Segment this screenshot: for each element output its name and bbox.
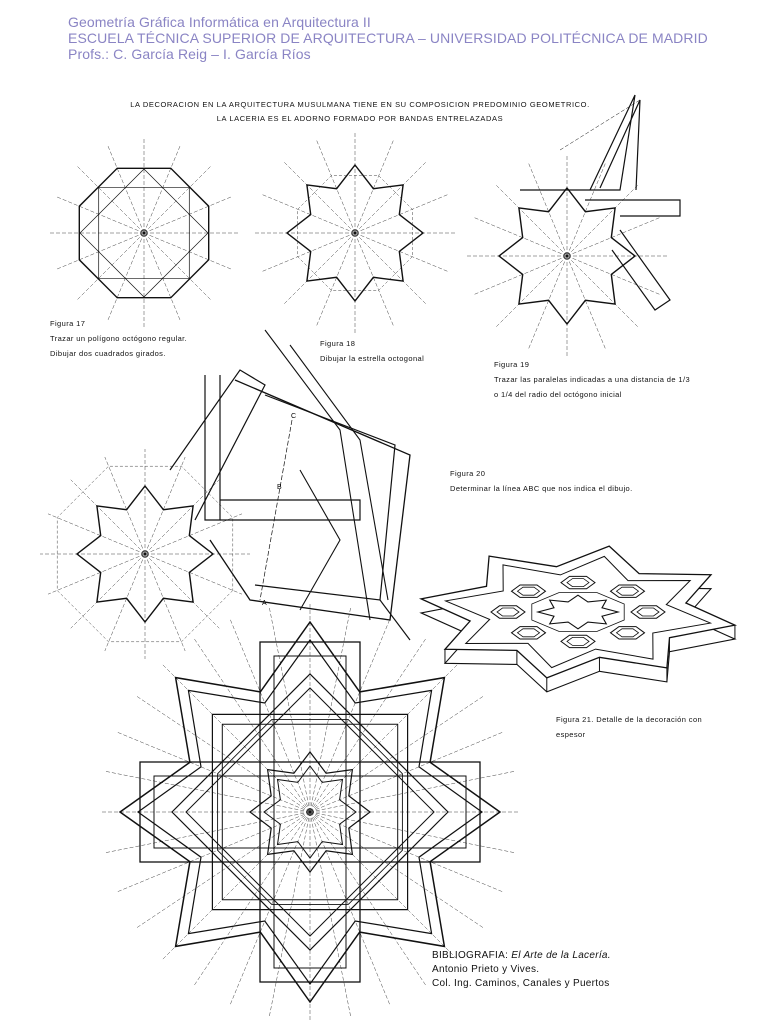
course-title: Geometría Gráfica Informática en Arquitectura II — [68, 14, 371, 30]
figure-17-line-2: Dibujar dos cuadrados girados. — [50, 349, 166, 358]
bibliography-title: El Arte de la Lacería. — [511, 950, 611, 961]
professors: Profs.: C. García Reig – I. García Ríos — [68, 46, 311, 62]
figure-17-caption — [50, 316, 187, 361]
figure-18-drawing — [255, 133, 455, 333]
figure-19-drawing — [467, 95, 680, 356]
figure-17-title: Figura 17 — [50, 319, 86, 328]
bibliography-label: BIBLIOGRAFIA: — [432, 950, 509, 961]
figure-21-caption — [556, 712, 702, 742]
point-b-label: B — [277, 484, 282, 491]
figure-20-title: Figura 20 — [450, 469, 486, 478]
school-title: ESCUELA TÉCNICA SUPERIOR DE ARQUITECTURA – UNIVERSIDAD POLITÉCNICA DE MADRID — [68, 30, 708, 46]
bibliography-author: Antonio Prieto y Vives. — [432, 964, 540, 975]
figure-20-caption — [450, 466, 633, 496]
figure-18-line-1: Dibujar la estrella octogonal — [320, 354, 425, 363]
figure-18-caption — [320, 336, 424, 366]
figure-17-line-1: Trazar un polígono octógono regular. — [50, 334, 188, 343]
intro-line-2: LA LACERIA ES EL ADORNO FORMADO POR BANDAS ENTRELAZADAS — [216, 114, 504, 123]
figure-19-line-1: Trazar las paralelas indicadas a una distancia de 1/3 — [494, 375, 691, 384]
point-a-label: A — [262, 600, 267, 607]
figure-19-title: Figura 19 — [494, 360, 530, 369]
figure-21-line-2: espesor — [556, 730, 586, 739]
figure-20-drawing — [40, 330, 410, 659]
figure-18-title: Figura 18 — [320, 339, 356, 348]
figure-17-drawing — [49, 138, 239, 328]
figure-19-caption — [494, 357, 690, 402]
figure-19-line-2: o 1/4 del radio del octógono inicial — [494, 390, 622, 399]
intro-line-1: LA DECORACION EN LA ARQUITECTURA MUSULMANA TIENE EN SU COMPOSICION PREDOMINIO GEOMETRICO. — [130, 100, 590, 109]
bibliography — [432, 949, 611, 991]
figure-20-line-1: Determinar la línea ABC que nos indica el dibujo. — [450, 484, 633, 493]
figure-21-line-1: Figura 21. Detalle de la decoración con — [556, 715, 703, 724]
figure-21-drawing — [421, 546, 735, 692]
bibliography-publisher: Col. Ing. Caminos, Canales y Puertos — [432, 978, 610, 989]
point-c-label: C — [291, 413, 297, 420]
